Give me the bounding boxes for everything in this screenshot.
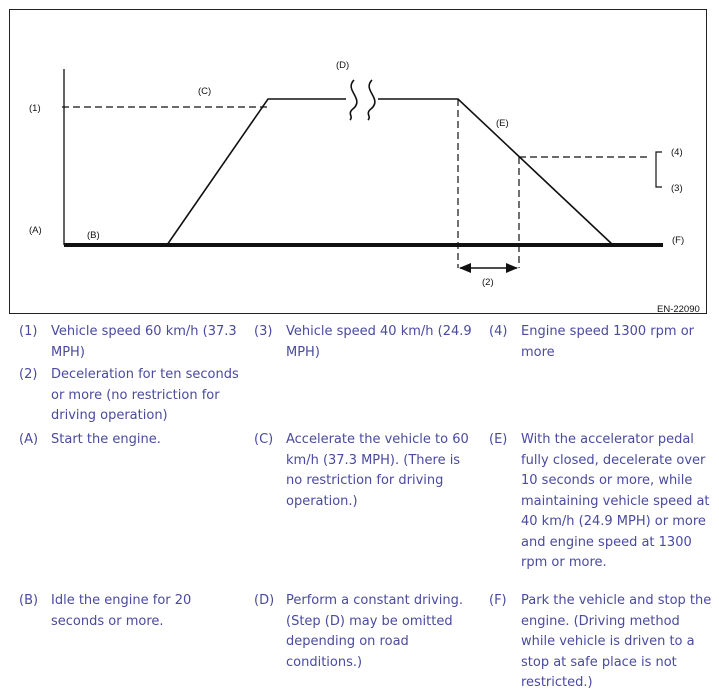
legend-code: (C) [254, 432, 274, 447]
legend-code: (3) [254, 324, 273, 339]
speed-profile-left [167, 99, 346, 245]
marker-B: (B) [87, 230, 100, 241]
break-symbol [350, 80, 357, 120]
legend-code: (F) [489, 593, 507, 608]
legend-text: With the accelerator pedal fully closed, decelerate over 10 seconds or more, while maintaining vehicle speed at 40 km/h (24.9 MPH) or more and engine speed at 1300 rpm or more. [521, 432, 710, 570]
legend-code: (1) [19, 324, 38, 339]
legend-code: (D) [254, 593, 275, 608]
marker-4: (4) [671, 147, 683, 158]
marker-D: (D) [336, 60, 350, 71]
legend-code: (4) [489, 324, 508, 339]
legend-text: Idle the engine for 20 seconds or more. [51, 593, 192, 629]
legend-text: Vehicle speed 60 km/h (37.3 MPH) [51, 324, 237, 360]
figure-id: EN-22090 [657, 304, 700, 315]
legend-text: Vehicle speed 40 km/h (24.9 MPH) [286, 324, 472, 360]
marker-C: (C) [198, 86, 212, 97]
legend-text: Accelerate the vehicle to 60 km/h (37.3 MPH). (There is no restriction for driving operation.) [286, 432, 469, 509]
drive-cycle-diagram [10, 10, 708, 315]
legend-text: Deceleration for ten seconds or more (no restriction for driving operation) [51, 367, 239, 423]
legend-text: Perform a constant driving. (Step (D) may be omitted depending on road conditions.) [286, 593, 464, 670]
marker-3: (3) [671, 183, 683, 194]
arrow-head-left [459, 263, 471, 273]
marker-1: (1) [29, 103, 41, 114]
arrow-head-right [506, 263, 518, 273]
marker-2: (2) [482, 277, 494, 288]
marker-A: (A) [29, 225, 42, 236]
marker-E: (E) [496, 118, 509, 129]
marker-F: (F) [672, 235, 685, 246]
legend-text: Engine speed 1300 rpm or more [521, 324, 694, 360]
legend-code: (E) [489, 432, 508, 447]
legend-code: (B) [19, 593, 39, 608]
diagram-frame [9, 9, 707, 314]
range-bracket [656, 152, 662, 187]
legend-text: Start the engine. [51, 432, 161, 447]
legend-code: (A) [19, 432, 39, 447]
legend-code: (2) [19, 367, 38, 382]
legend-text: Park the vehicle and stop the engine. (Driving method while vehicle is driven to a stop at safe place is not restricted.) [521, 593, 712, 690]
break-symbol-2 [368, 80, 375, 120]
